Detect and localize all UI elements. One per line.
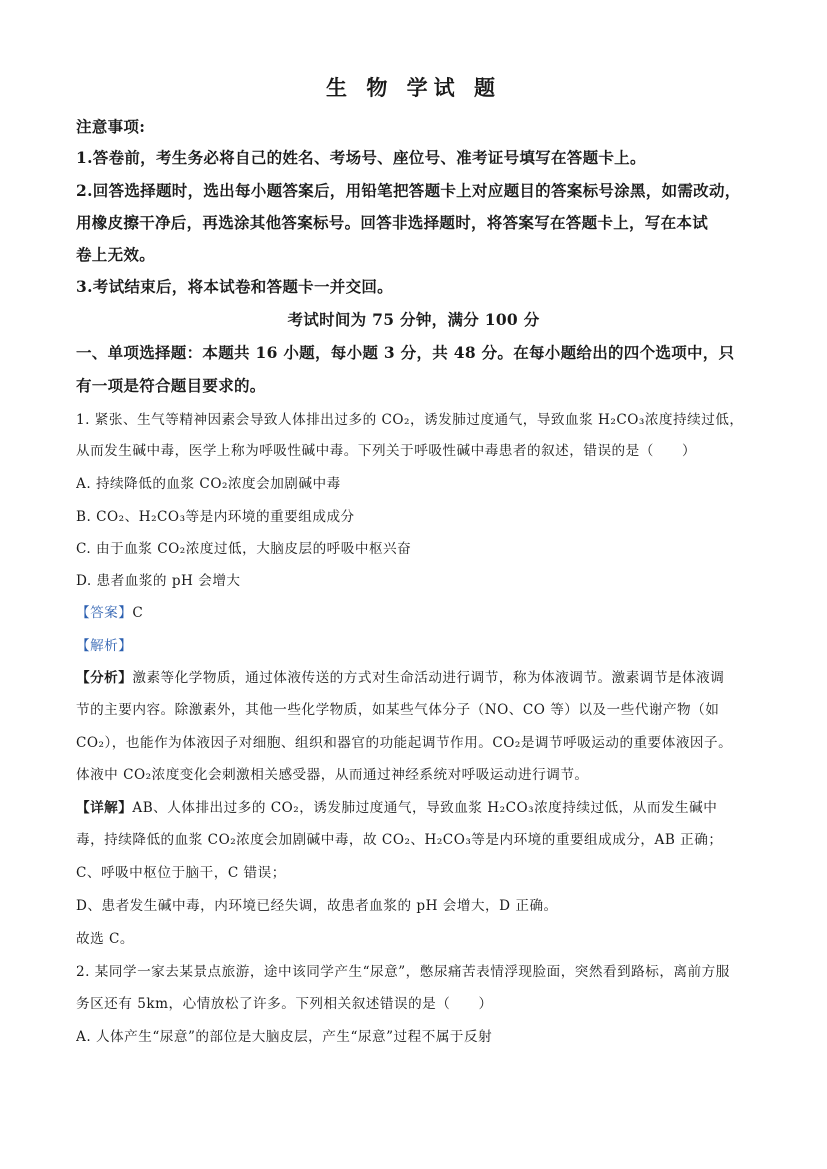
q1-answer bbox=[76, 601, 757, 621]
detail-text-1: AB、人体排出过多的 CO₂，诱发肺过度通气，导致血浆 H₂CO₃浓度持续过低，从而发生碱中 bbox=[132, 800, 718, 816]
section-1-heading-line-2: 有一项是符合题目要求的。 bbox=[76, 376, 266, 395]
notice-item-1: 1.答卷前，考生务必将自己的姓名、考场号、座位号、准考证号填写在答题卡上。 bbox=[76, 148, 646, 167]
fenxi-label: 【分析】 bbox=[76, 670, 133, 686]
q1-option-a: A. 持续降低的血浆 CO₂浓度会加剧碱中毒 bbox=[76, 476, 341, 492]
q2-option-a: A. 人体产生“尿意”的部位是大脑皮层，产生“尿意”过程不属于反射 bbox=[76, 1029, 493, 1045]
exam-info: 考试时间为 75 分钟，满分 100 分 bbox=[287, 310, 540, 329]
notice-heading: 注意事项: bbox=[76, 117, 146, 136]
q2-stem-line-2: 务区还有 5km，心情放松了许多。下列相关叙述错误的是（ ） bbox=[76, 996, 493, 1012]
q1-conclusion: 故选 C。 bbox=[76, 931, 135, 947]
notice-item-2-line-2: 用橡皮擦干净后，再选涂其他答案标号。回答非选择题时，将答案写在答题卡上，写在本试 bbox=[76, 213, 709, 232]
detail-line-3: C、呼吸中枢位于脑干，C 错误； bbox=[76, 865, 286, 881]
detail-line-2: 毒，持续降低的血浆 CO₂浓度会加剧碱中毒，故 CO₂、H₂CO₃等是内环境的重要组成成分，AB 正确； bbox=[76, 832, 723, 848]
page-title: 生 物 学试 题 bbox=[326, 75, 501, 100]
detail-label: 【详解】 bbox=[76, 800, 133, 816]
q1-stem-line-1: 1. 紧张、生气等精神因素会导致人体排出过多的 CO₂，诱发肺过度通气，导致血浆 H₂CO₃浓度持续过低， bbox=[76, 412, 744, 428]
section-1-heading-line-1: 一、单项选择题：本题共 16 小题，每小题 3 分，共 48 分。在每小题给出的四个选项中，只 bbox=[76, 343, 735, 362]
q1-option-b: B. CO₂、H₂CO₃等是内环境的重要组成成分 bbox=[76, 509, 355, 525]
detail-line-1 bbox=[76, 796, 757, 816]
analysis-label: 【解析】 bbox=[76, 638, 133, 654]
notice-item-2-line-3: 卷上无效。 bbox=[76, 245, 156, 264]
answer-label: 【答案】 bbox=[76, 605, 133, 621]
detail-line-4: D、患者发生碱中毒，内环境已经失调，故患者血浆的 pH 会增大，D 正确。 bbox=[76, 898, 558, 914]
fenxi-line-1 bbox=[76, 666, 757, 686]
fenxi-line-3: CO₂），也能作为体液因子对细胞、组织和器官的功能起调节作用。CO₂是调节呼吸运动的重要体液因子。 bbox=[76, 735, 733, 751]
q1-option-d: D. 患者血浆的 pH 会增大 bbox=[76, 573, 241, 589]
q2-stem-line-1: 2. 某同学一家去某景点旅游，途中该同学产生“尿意”，憋尿痛苦表情浮现脸面，突然看到路标，离前方服 bbox=[76, 964, 730, 980]
notice-item-3: 3.考试结束后，将本试卷和答题卡一并交回。 bbox=[76, 277, 393, 296]
notice-item-2-line-1: 2.回答选择题时，选出每小题答案后，用铅笔把答题卡上对应题目的答案标号涂黑，如需改动， bbox=[76, 181, 741, 200]
fenxi-line-4: 体液中 CO₂浓度变化会刺激相关感受器，从而通过神经系统对呼吸运动进行调节。 bbox=[76, 767, 589, 783]
answer-value: C bbox=[132, 605, 144, 621]
q1-option-c: C. 由于血浆 CO₂浓度过低，大脑皮层的呼吸中枢兴奋 bbox=[76, 541, 412, 557]
fenxi-line-2: 节的主要内容。除激素外，其他一些化学物质，如某些气体分子（NO、CO 等）以及一些代谢产物（如 bbox=[76, 702, 720, 718]
fenxi-text-1: 激素等化学物质，通过体液传送的方式对生命活动进行调节，称为体液调节。激素调节是体液调 bbox=[132, 670, 725, 686]
q1-stem-line-2: 从而发生碱中毒，医学上称为呼吸性碱中毒。下列关于呼吸性碱中毒患者的叙述，错误的是（ ） bbox=[76, 443, 697, 459]
